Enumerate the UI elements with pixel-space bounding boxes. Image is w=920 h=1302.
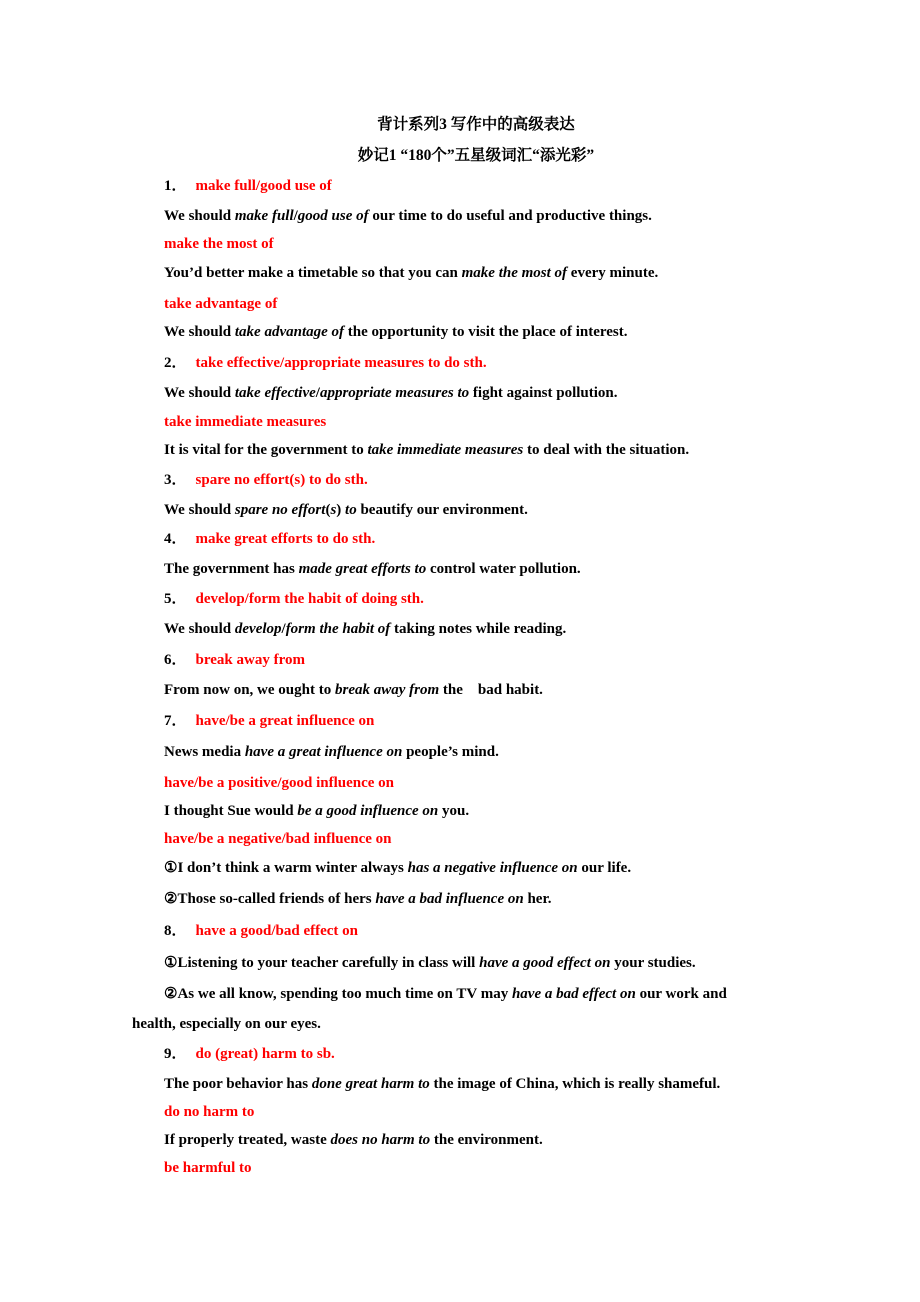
example-text: From now on, we ought to bbox=[164, 682, 335, 698]
example-phrase: does no harm to bbox=[330, 1132, 431, 1148]
example-phrase: develop bbox=[234, 621, 282, 637]
example-text: News media bbox=[164, 744, 245, 760]
example-text: I thought Sue would bbox=[164, 803, 298, 819]
phrase-heading bbox=[164, 711, 374, 731]
example-sentence bbox=[164, 858, 631, 878]
example-sentence bbox=[164, 801, 469, 821]
example-text: The government has bbox=[164, 561, 299, 577]
example-text: / bbox=[315, 385, 320, 401]
example-text: the environment. bbox=[430, 1132, 543, 1148]
phrase-text: have/be a great influence on bbox=[195, 713, 375, 729]
phrase-heading bbox=[164, 921, 358, 941]
example-text: beautify our environment. bbox=[356, 502, 528, 518]
phrase-heading bbox=[164, 176, 332, 196]
example-text: ( bbox=[325, 502, 331, 518]
example-text: our work and bbox=[635, 986, 727, 1002]
phrase-text: have/be a negative/bad influence on bbox=[164, 831, 392, 847]
phrase-text: make the most of bbox=[164, 236, 274, 252]
example-sentence bbox=[164, 1130, 543, 1150]
example-phrase: to bbox=[345, 502, 357, 518]
example-text: people’s mind. bbox=[402, 744, 499, 760]
item-number: 8． bbox=[164, 923, 187, 939]
example-phrase: make full bbox=[234, 208, 294, 224]
phrase-text: spare no effort(s) to do sth. bbox=[195, 472, 368, 488]
example-text: You’d better make a timetable so that you can bbox=[164, 265, 462, 281]
example-sentence bbox=[164, 440, 689, 460]
phrase-heading bbox=[164, 294, 277, 314]
example-sentence bbox=[164, 619, 566, 639]
example-text: control water pollution. bbox=[426, 561, 581, 577]
example-phrase: appropriate measures to bbox=[319, 385, 470, 401]
example-phrase: made great efforts to bbox=[298, 561, 427, 577]
phrase-text: break away from bbox=[195, 652, 305, 668]
page-title: 背计系列3 写作中的高级表达 bbox=[377, 116, 575, 133]
example-text: We should bbox=[164, 324, 235, 340]
example-text: / bbox=[281, 621, 286, 637]
example-text: ②As we all know, spending too much time on TV may bbox=[164, 986, 512, 1002]
example-phrase: take effective bbox=[234, 385, 316, 401]
example-text: taking notes while reading. bbox=[390, 621, 567, 637]
example-phrase: break away from bbox=[334, 682, 440, 698]
example-text: We should bbox=[164, 502, 235, 518]
phrase-text: take immediate measures bbox=[164, 414, 327, 430]
phrase-heading bbox=[164, 529, 375, 549]
example-sentence-continuation bbox=[132, 1014, 321, 1034]
example-text: ) bbox=[336, 502, 346, 518]
phrase-text: do (great) harm to sb. bbox=[195, 1046, 335, 1062]
phrase-text: develop/form the habit of doing sth. bbox=[195, 591, 424, 607]
example-phrase: take advantage of bbox=[234, 324, 345, 340]
example-sentence bbox=[164, 322, 627, 342]
example-phrase: has a negative influence on bbox=[407, 860, 578, 876]
example-phrase: form the habit of bbox=[285, 621, 391, 637]
example-text: ②Those so-called friends of hers bbox=[164, 891, 376, 907]
example-sentence bbox=[164, 500, 528, 520]
example-sentence bbox=[164, 263, 658, 283]
phrase-heading bbox=[164, 470, 368, 490]
phrase-heading bbox=[164, 353, 487, 373]
example-text: / bbox=[293, 208, 298, 224]
phrase-text: make great efforts to do sth. bbox=[195, 531, 376, 547]
example-text: We should bbox=[164, 621, 235, 637]
example-sentence bbox=[164, 680, 543, 700]
example-text: If properly treated, waste bbox=[164, 1132, 331, 1148]
item-number: 3． bbox=[164, 472, 187, 488]
example-text: ①Listening to your teacher carefully in class will bbox=[164, 955, 480, 971]
example-text: We should bbox=[164, 208, 235, 224]
example-text: the opportunity to visit the place of interest. bbox=[344, 324, 628, 340]
page-subtitle: 妙记1 “180个”五星级词汇“添光彩” bbox=[357, 147, 595, 164]
example-sentence bbox=[164, 559, 581, 579]
phrase-heading bbox=[164, 1158, 252, 1178]
example-text: ①I don’t think a warm winter always bbox=[164, 860, 408, 876]
example-text: The poor behavior has bbox=[164, 1076, 312, 1092]
example-text: the image of China, which is really shameful. bbox=[429, 1076, 721, 1092]
phrase-heading bbox=[164, 589, 424, 609]
example-phrase: good use of bbox=[297, 208, 369, 224]
example-phrase: have a bad effect on bbox=[511, 986, 636, 1002]
example-phrase: spare no effort bbox=[234, 502, 326, 518]
example-text: to deal with the situation. bbox=[523, 442, 690, 458]
example-text: health, especially on our eyes. bbox=[132, 1016, 321, 1032]
example-text: fight against pollution. bbox=[469, 385, 618, 401]
example-sentence bbox=[164, 953, 696, 973]
example-phrase: have a good effect on bbox=[479, 955, 611, 971]
phrase-heading bbox=[164, 773, 394, 793]
phrase-text: do no harm to bbox=[164, 1104, 255, 1120]
example-phrase: be a good influence on bbox=[297, 803, 439, 819]
item-number: 9． bbox=[164, 1046, 187, 1062]
example-sentence bbox=[164, 206, 652, 226]
example-sentence bbox=[164, 984, 727, 1004]
phrase-text: be harmful to bbox=[164, 1160, 252, 1176]
phrase-text: take advantage of bbox=[164, 296, 278, 312]
phrase-heading bbox=[164, 1044, 335, 1064]
example-sentence bbox=[164, 742, 499, 762]
example-sentence bbox=[164, 1074, 720, 1094]
example-text: every minute. bbox=[567, 265, 659, 281]
phrase-text: take effective/appropriate measures to do sth. bbox=[195, 355, 487, 371]
example-phrase: have a bad influence on bbox=[375, 891, 524, 907]
example-text: our time to do useful and productive things. bbox=[368, 208, 652, 224]
example-text: you. bbox=[438, 803, 470, 819]
example-text: our life. bbox=[577, 860, 632, 876]
phrase-heading bbox=[164, 234, 274, 254]
example-text: her. bbox=[523, 891, 552, 907]
item-number: 2． bbox=[164, 355, 187, 371]
phrase-text: make full/good use of bbox=[195, 178, 332, 194]
example-phrase: have a great influence on bbox=[244, 744, 403, 760]
phrase-text: have a good/bad effect on bbox=[195, 923, 359, 939]
example-phrase: s bbox=[330, 502, 337, 518]
phrase-heading bbox=[164, 650, 305, 670]
item-number: 7． bbox=[164, 713, 187, 729]
example-phrase: take immediate measures bbox=[367, 442, 524, 458]
example-sentence bbox=[164, 889, 551, 909]
example-text: We should bbox=[164, 385, 235, 401]
phrase-heading bbox=[164, 1102, 254, 1122]
example-sentence bbox=[164, 383, 618, 403]
example-text: the bad habit. bbox=[439, 682, 543, 698]
phrase-heading bbox=[164, 412, 326, 432]
item-number: 6． bbox=[164, 652, 187, 668]
example-phrase: make the most of bbox=[461, 265, 568, 281]
example-phrase: done great harm to bbox=[311, 1076, 430, 1092]
item-number: 4． bbox=[164, 531, 187, 547]
phrase-heading bbox=[164, 829, 392, 849]
item-number: 1． bbox=[164, 178, 187, 194]
example-text: your studies. bbox=[610, 955, 696, 971]
phrase-text: have/be a positive/good influence on bbox=[164, 775, 395, 791]
example-text: It is vital for the government to bbox=[164, 442, 368, 458]
item-number: 5． bbox=[164, 591, 187, 607]
